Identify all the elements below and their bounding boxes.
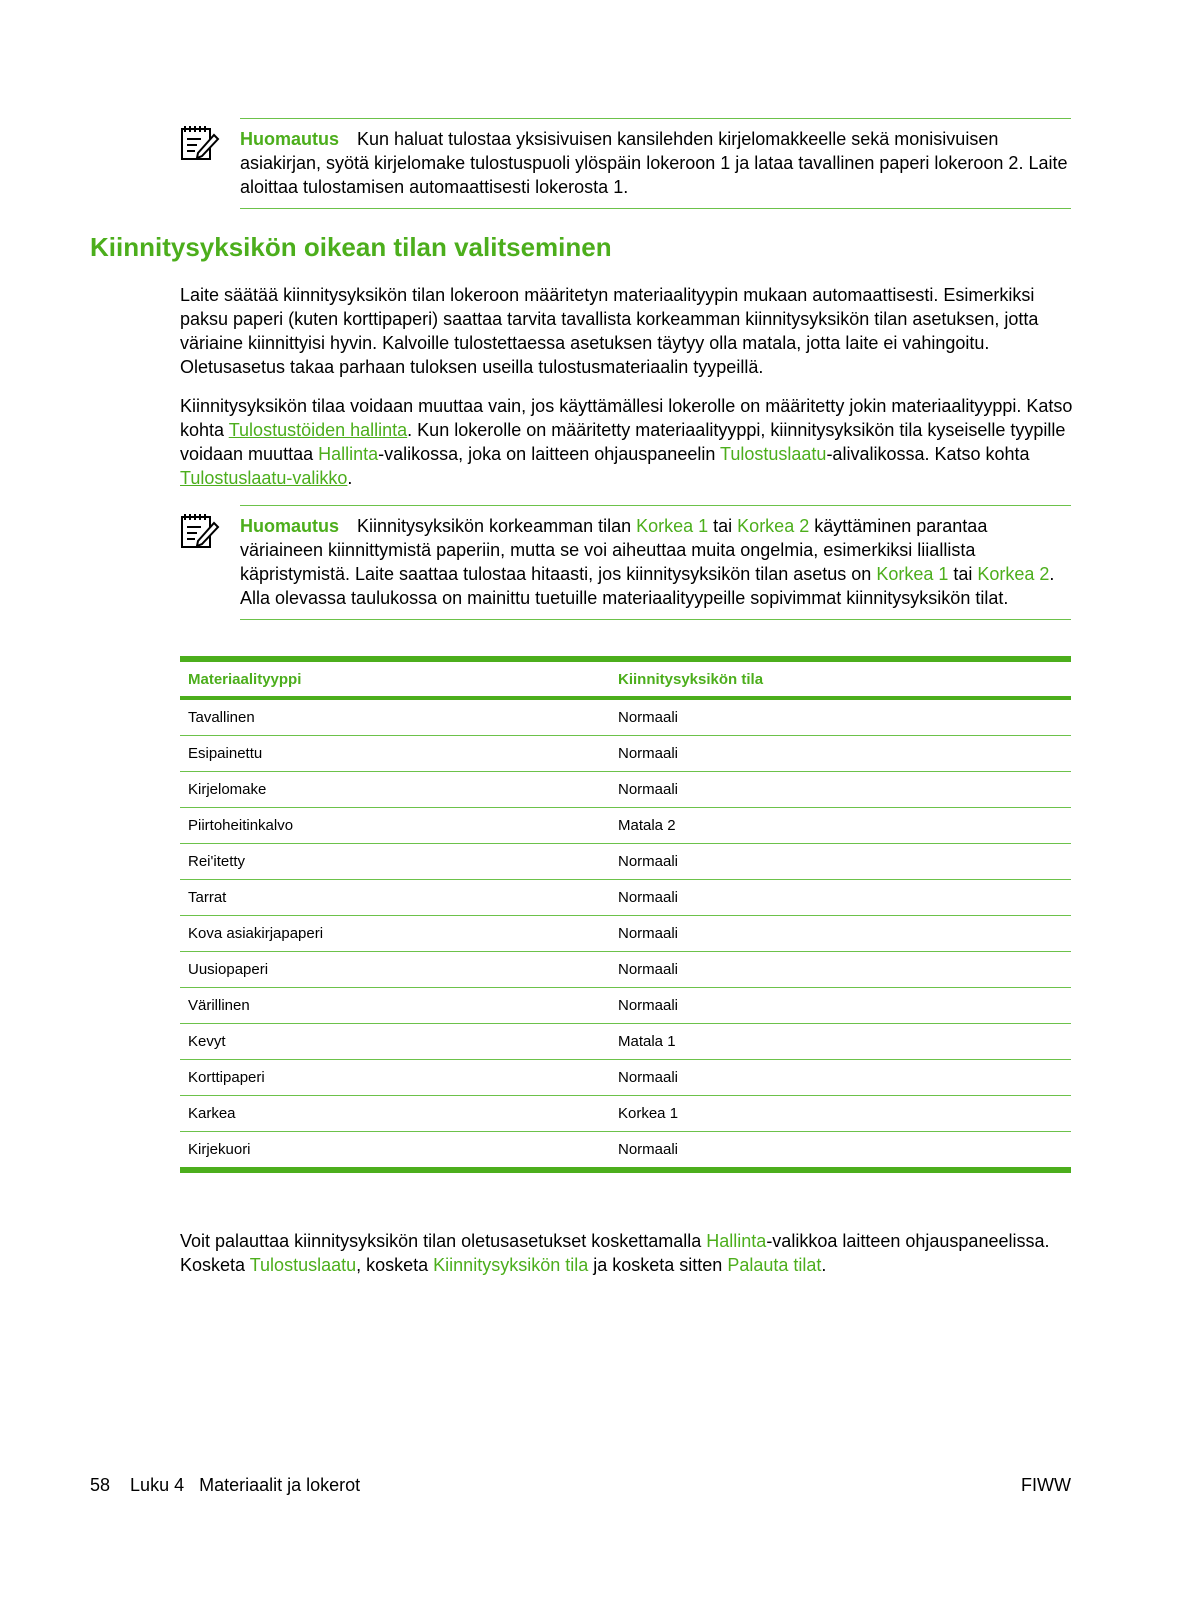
table-row — [180, 772, 1071, 808]
fuser-mode-cell: Normaali — [610, 1132, 1071, 1171]
column-header: Kiinnitysyksikön tila — [610, 659, 1071, 698]
fuser-mode-cell: Normaali — [610, 952, 1071, 988]
fuser-mode-cell: Matala 2 — [610, 808, 1071, 844]
link-print-quality-menu[interactable]: Tulostuslaatu-valikko — [180, 468, 348, 488]
fuser-mode-cell: Normaali — [610, 880, 1071, 916]
note-icon — [180, 511, 220, 551]
table-row — [180, 1024, 1071, 1060]
material-type-cell: Tarrat — [180, 880, 610, 916]
section-heading: Kiinnitysyksikön oikean tilan valitseminen — [90, 232, 612, 262]
fuser-mode-cell: Normaali — [610, 1060, 1071, 1096]
note-box — [240, 505, 1071, 620]
material-type-cell: Kevyt — [180, 1024, 610, 1060]
table-row — [180, 844, 1071, 880]
table-row — [180, 808, 1071, 844]
table-row — [180, 1132, 1071, 1171]
note-text: Huomautus Kiinnitysyksikön korkeamman tilan Korkea 1 tai Korkea 2 käyttäminen parantaa väriaineen kiinnittymistä paperiin, mutta se voi aiheuttaa muita ongelmia, esimerkiksi liiallista käpristymistä. Laite saattaa tulostaa hitaasti, jos kiinnitysyksikön tilan asetus on Korkea 1 tai Korkea 2. Alla olevassa taulukossa on mainittu tuetuille materiaalityypeille sopivimmat kiinnitysyksikön tilat. — [240, 516, 1055, 608]
table-row — [180, 736, 1071, 772]
fuser-mode-cell: Normaali — [610, 772, 1071, 808]
material-type-cell: Esipainettu — [180, 736, 610, 772]
chapter-title: Materiaalit ja lokerot — [199, 1475, 361, 1495]
note-label: Huomautus — [240, 129, 339, 149]
menu-ref-tulostuslaatu: Tulostuslaatu — [720, 444, 827, 464]
link-print-job-management[interactable]: Tulostustöiden hallinta — [228, 420, 408, 440]
column-header: Materiaalityyppi — [180, 659, 610, 698]
material-type-cell: Uusiopaperi — [180, 952, 610, 988]
page-footer — [90, 1473, 1071, 1497]
page-number: 58 — [90, 1475, 111, 1495]
material-type-cell: Korttipaperi — [180, 1060, 610, 1096]
fuser-mode-cell: Normaali — [610, 988, 1071, 1024]
fuser-mode-cell: Korkea 1 — [610, 1096, 1071, 1132]
table-header-row — [180, 659, 1071, 698]
table-row — [180, 880, 1071, 916]
note-label: Huomautus — [240, 516, 339, 536]
material-type-cell: Kova asiakirjapaperi — [180, 916, 610, 952]
fuser-mode-cell: Normaali — [610, 844, 1071, 880]
material-type-cell: Värillinen — [180, 988, 610, 1024]
menu-ref-hallinta: Hallinta — [318, 444, 379, 464]
fuser-mode-cell: Normaali — [610, 736, 1071, 772]
material-type-cell: Karkea — [180, 1096, 610, 1132]
fuser-mode-cell: Normaali — [610, 698, 1071, 736]
note-box — [240, 118, 1071, 209]
fuser-mode-table — [180, 656, 1071, 1173]
paragraph-intro: Laite säätää kiinnitysyksikön tilan lokeroon määritetyn materiaalityypin mukaan automaattisesti. Esimerkiksi paksu paperi (kuten korttipaperi) saattaa tarvita tavallista korkeamman kiinnitysyksikön tilan asetuksen, jotta väriaine kiinnittyisi hyvin. Kalvoille tulostettaessa asetuksen täytyy olla matala, jotta laite ei vahingoitu. Oletusasetus takaa parhaan tuloksen useilla tulostusmateriaalin tyypeillä. — [180, 285, 1039, 377]
paragraph-restore: Voit palauttaa kiinnitysyksikön tilan oletusasetukset koskettamalla Hallinta-valikkoa laitteen ohjauspaneelissa. Kosketa Tulostuslaatu, kosketa Kiinnitysyksikön tila ja kosketa sitten Palauta tilat. — [180, 1231, 1050, 1275]
table-row — [180, 988, 1071, 1024]
material-type-cell: Tavallinen — [180, 698, 610, 736]
table-row — [180, 1060, 1071, 1096]
chapter-label: Luku 4 — [130, 1475, 185, 1495]
material-type-cell: Rei'itetty — [180, 844, 610, 880]
paragraph-mode-change: Kiinnitysyksikön tilaa voidaan muuttaa vain, jos käyttämällesi lokerolle on määritetty jokin materiaalityyppi. Katso kohta Tulostustöiden hallinta. Kun lokerolle on määritetty materiaalityyppi, kiinnitysyksikön tila kyseiselle tyypille voidaan muuttaa Hallinta-valikossa, joka on laitteen ohjauspaneelin Tulostuslaatu-alivalikossa. Katso kohta Tulostuslaatu-valikko. — [180, 396, 1073, 488]
table-row — [180, 698, 1071, 736]
footer-locale: FIWW — [1021, 1475, 1071, 1495]
table-row — [180, 1096, 1071, 1132]
fuser-mode-cell: Normaali — [610, 916, 1071, 952]
material-type-cell: Kirjekuori — [180, 1132, 610, 1171]
note-text: Huomautus Kun haluat tulostaa yksisivuisen kansilehden kirjelomakkeelle sekä monisivuisen asiakirjan, syötä kirjelomake tulostuspuoli ylöspäin lokeroon 1 ja lataa tavallinen paperi lokeroon 2. Laite aloittaa tulostamisen automaattisesti lokerosta 1. — [240, 129, 1068, 197]
fuser-mode-cell: Matala 1 — [610, 1024, 1071, 1060]
material-type-cell: Kirjelomake — [180, 772, 610, 808]
table-row — [180, 952, 1071, 988]
note-icon — [180, 123, 220, 163]
table-row — [180, 916, 1071, 952]
material-type-cell: Piirtoheitinkalvo — [180, 808, 610, 844]
